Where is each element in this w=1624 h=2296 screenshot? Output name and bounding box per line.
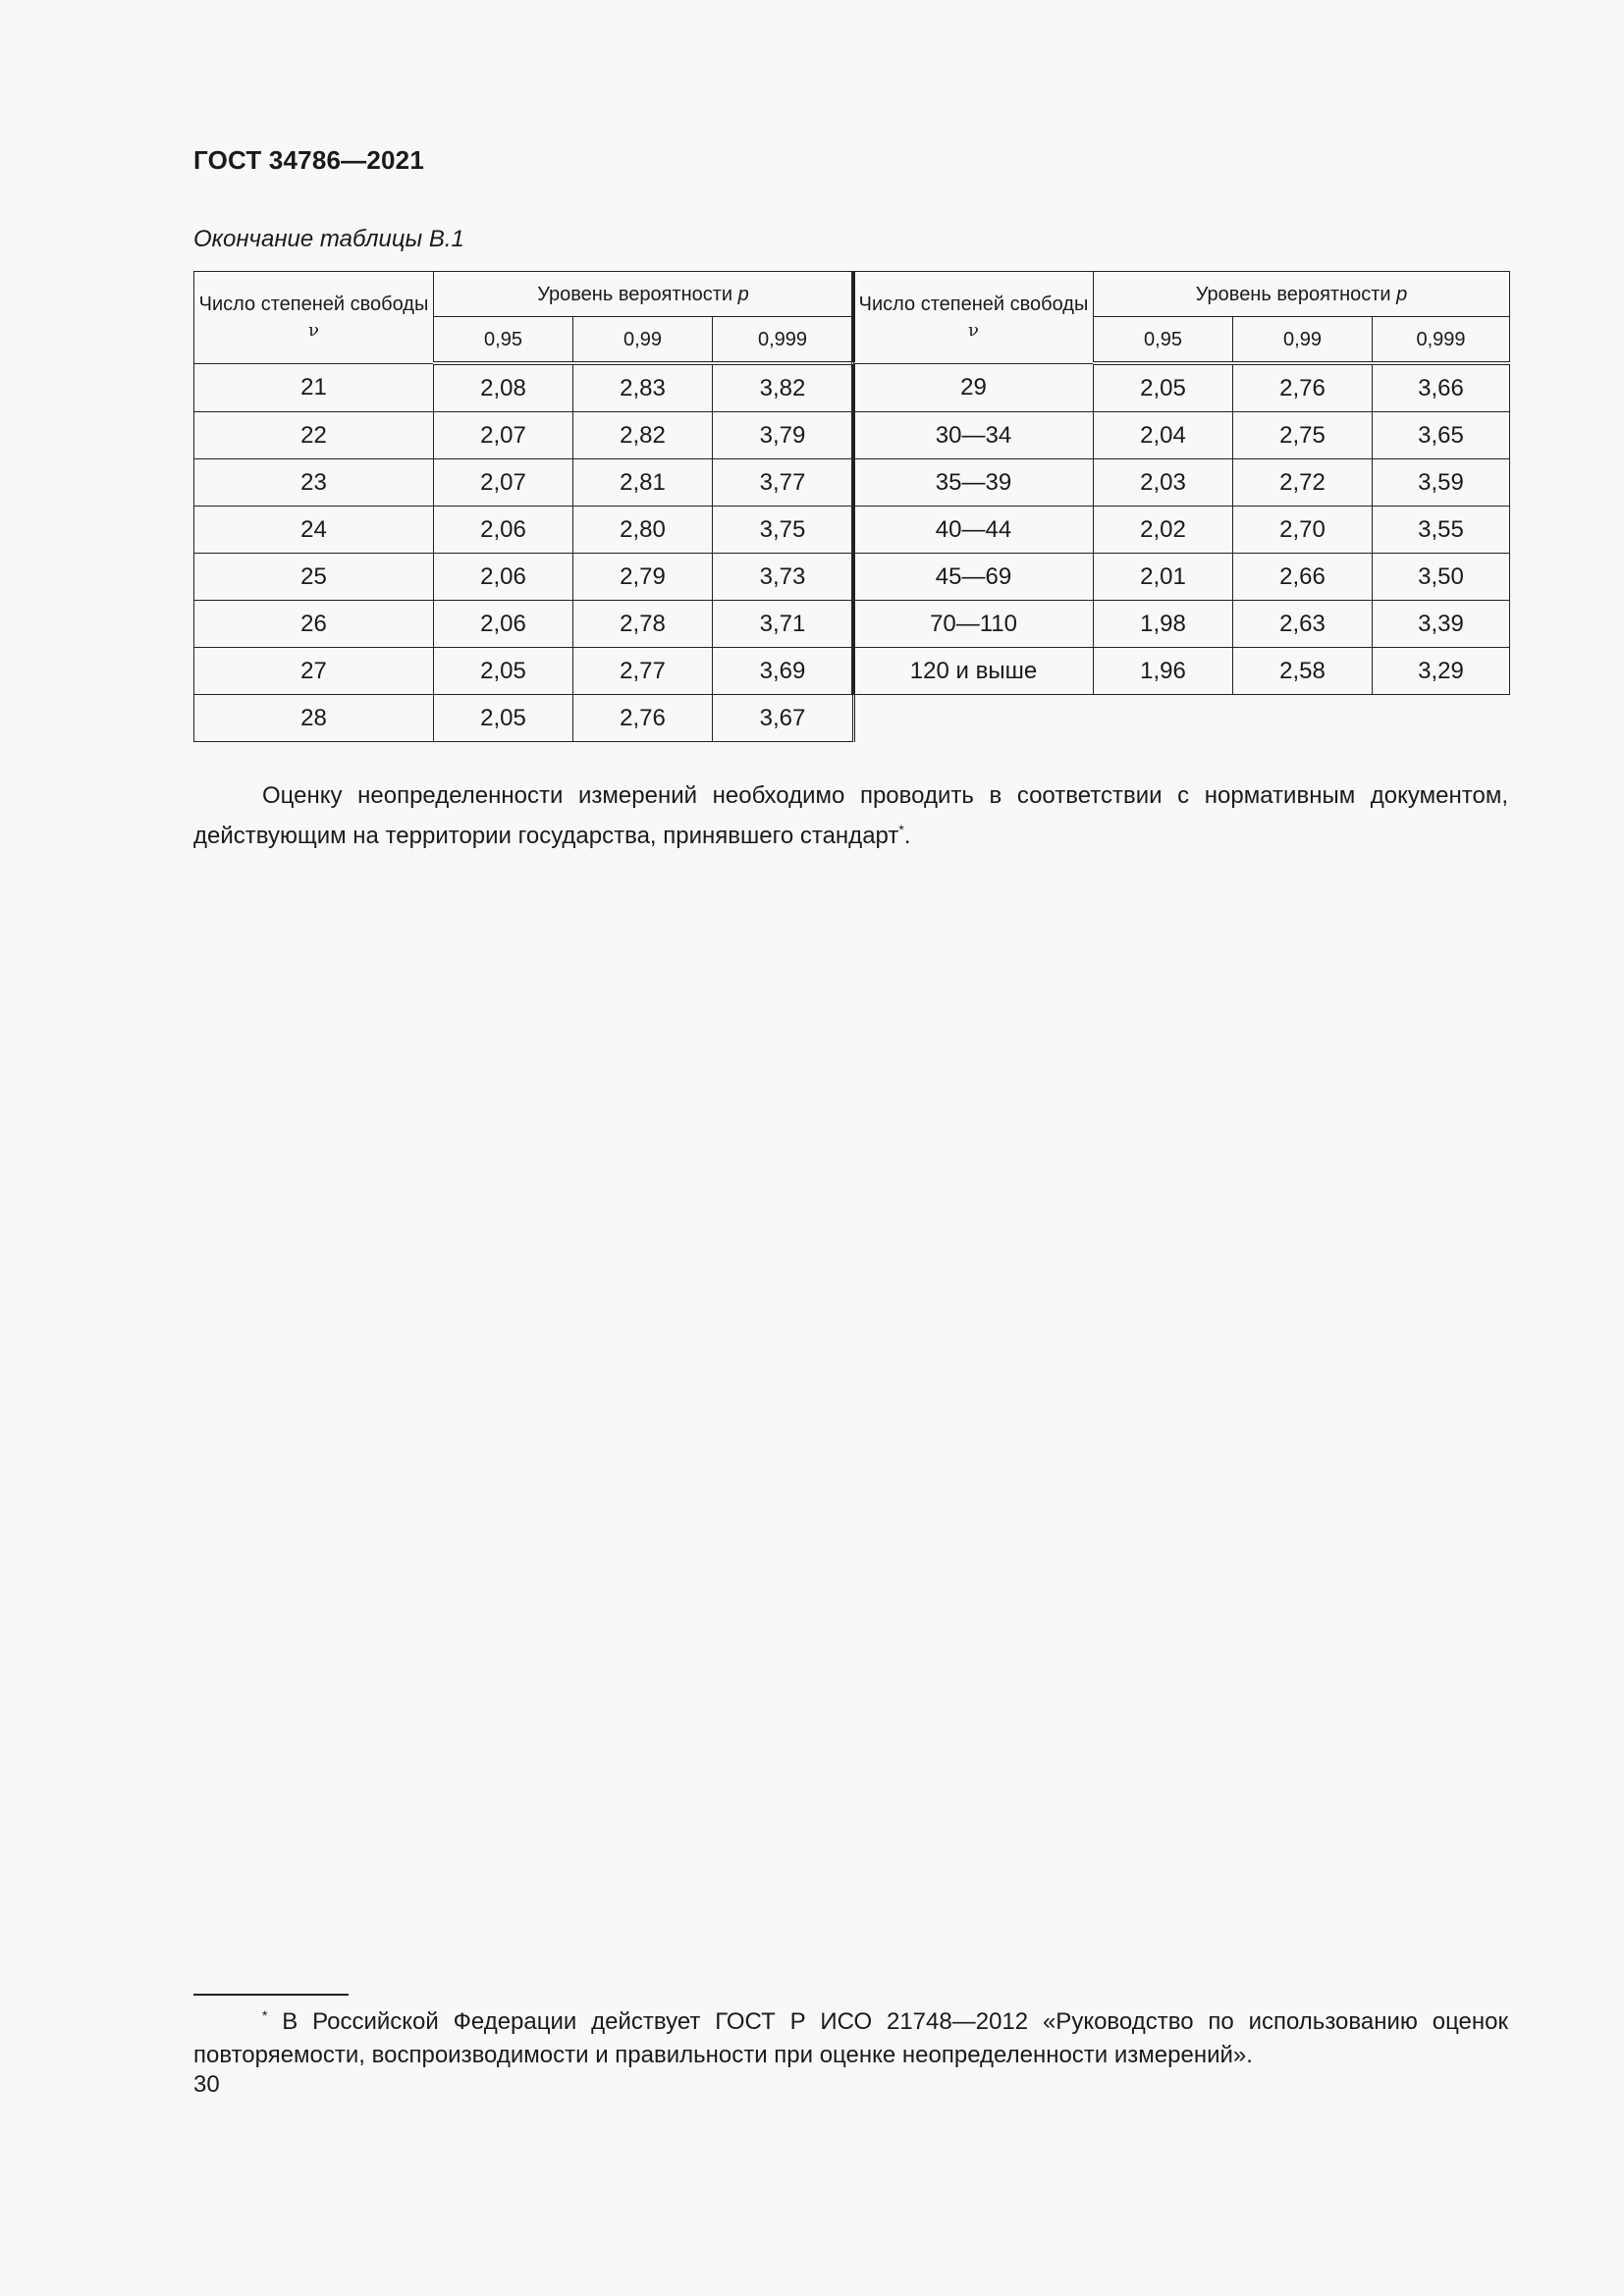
level-header: 0,99 xyxy=(1233,317,1373,364)
document-header: ГОСТ 34786—2021 xyxy=(193,145,424,175)
value-cell: 2,07 xyxy=(434,412,573,459)
table-row xyxy=(853,554,1510,601)
value-cell: 2,78 xyxy=(573,601,713,648)
dof-cell: 120 и выше xyxy=(853,648,1094,695)
value-cell: 1,96 xyxy=(1094,648,1233,695)
value-cell: 3,71 xyxy=(713,601,854,648)
dof-cell: 45—69 xyxy=(853,554,1094,601)
value-cell: 3,65 xyxy=(1373,412,1510,459)
dof-cell: 30—34 xyxy=(853,412,1094,459)
value-cell: 2,58 xyxy=(1233,648,1373,695)
value-cell: 2,06 xyxy=(434,601,573,648)
table-caption: Окончание таблицы В.1 xyxy=(193,226,464,252)
nu-symbol: ν xyxy=(968,319,979,341)
value-cell: 3,82 xyxy=(713,363,854,412)
table-row xyxy=(194,507,854,554)
level-header: 0,999 xyxy=(713,317,854,364)
value-cell: 2,66 xyxy=(1233,554,1373,601)
value-cell: 3,50 xyxy=(1373,554,1510,601)
body-paragraph xyxy=(193,779,1508,853)
value-cell: 2,01 xyxy=(1094,554,1233,601)
col-header-text: Число степеней свободы xyxy=(858,293,1089,315)
table-left xyxy=(193,271,855,742)
level-header: 0,999 xyxy=(1373,317,1510,364)
value-cell: 1,98 xyxy=(1094,601,1233,648)
value-cell: 3,55 xyxy=(1373,507,1510,554)
table-row xyxy=(853,412,1510,459)
group-header-probability xyxy=(434,272,854,317)
paragraph-text: Оценку неопределенности измерений необходимо проводить в соответствии с нормативным документом, действующим на территории государства, принявшего стандарт xyxy=(193,782,1508,849)
group-header-text: Уровень вероятности xyxy=(537,283,733,305)
value-cell: 3,39 xyxy=(1373,601,1510,648)
value-cell: 2,79 xyxy=(573,554,713,601)
value-cell: 3,79 xyxy=(713,412,854,459)
table-row xyxy=(194,459,854,507)
col-header-dof xyxy=(853,272,1094,364)
value-cell: 2,83 xyxy=(573,363,713,412)
dof-cell: 70—110 xyxy=(853,601,1094,648)
value-cell: 2,70 xyxy=(1233,507,1373,554)
table-row xyxy=(194,648,854,695)
value-cell: 2,75 xyxy=(1233,412,1373,459)
value-cell: 2,04 xyxy=(1094,412,1233,459)
table-right xyxy=(851,271,1510,695)
col-header-text: Число степеней свободы xyxy=(198,293,429,315)
value-cell: 2,82 xyxy=(573,412,713,459)
table-row xyxy=(853,459,1510,507)
dof-cell: 25 xyxy=(194,554,434,601)
footnote-ref[interactable]: * xyxy=(898,822,904,837)
table-row xyxy=(194,601,854,648)
group-header-probability xyxy=(1094,272,1510,317)
group-header-text: Уровень вероятности xyxy=(1195,283,1391,305)
nu-symbol: ν xyxy=(308,319,319,341)
level-header: 0,95 xyxy=(1094,317,1233,364)
footnote-text: В Российской Федерации действует ГОСТ Р ИСО 21748—2012 «Руководство по использованию оценок повторяемости, воспроизводимости и правильности при оценке неопределенности измерений». xyxy=(193,2008,1508,2068)
value-cell: 3,59 xyxy=(1373,459,1510,507)
value-cell: 2,77 xyxy=(573,648,713,695)
dof-cell: 27 xyxy=(194,648,434,695)
table-row xyxy=(194,695,854,742)
p-symbol: p xyxy=(1396,283,1408,305)
paragraph-end: . xyxy=(903,823,911,849)
page-number: 30 xyxy=(193,2071,220,2098)
value-cell: 2,07 xyxy=(434,459,573,507)
value-cell: 2,05 xyxy=(1094,363,1233,412)
dof-cell: 40—44 xyxy=(853,507,1094,554)
level-header: 0,99 xyxy=(573,317,713,364)
value-cell: 2,06 xyxy=(434,507,573,554)
table-row xyxy=(194,363,854,412)
table-row xyxy=(853,363,1510,412)
p-symbol: p xyxy=(737,283,749,305)
value-cell: 2,08 xyxy=(434,363,573,412)
value-cell: 3,29 xyxy=(1373,648,1510,695)
dof-cell: 28 xyxy=(194,695,434,742)
value-cell: 3,77 xyxy=(713,459,854,507)
dof-cell: 21 xyxy=(194,363,434,412)
value-cell: 2,76 xyxy=(1233,363,1373,412)
value-cell: 3,67 xyxy=(713,695,854,742)
value-cell: 2,05 xyxy=(434,695,573,742)
value-cell: 2,02 xyxy=(1094,507,1233,554)
dof-cell: 35—39 xyxy=(853,459,1094,507)
value-cell: 3,75 xyxy=(713,507,854,554)
value-cell: 2,72 xyxy=(1233,459,1373,507)
value-cell: 2,80 xyxy=(573,507,713,554)
value-cell: 3,69 xyxy=(713,648,854,695)
footnote-mark: * xyxy=(262,2007,268,2023)
dof-cell: 22 xyxy=(194,412,434,459)
table-row xyxy=(853,507,1510,554)
table-row xyxy=(194,554,854,601)
table-row xyxy=(194,412,854,459)
table-row xyxy=(853,648,1510,695)
dof-cell: 23 xyxy=(194,459,434,507)
dof-cell: 24 xyxy=(194,507,434,554)
table-row xyxy=(853,601,1510,648)
value-cell: 2,05 xyxy=(434,648,573,695)
value-cell: 2,81 xyxy=(573,459,713,507)
footnote-divider xyxy=(193,1994,349,1996)
dof-cell: 29 xyxy=(853,363,1094,412)
footnote xyxy=(193,1999,1508,2072)
value-cell: 3,73 xyxy=(713,554,854,601)
table-right-body xyxy=(853,272,1510,695)
value-cell: 2,76 xyxy=(573,695,713,742)
table-left-body xyxy=(194,272,854,742)
col-header-dof xyxy=(194,272,434,364)
value-cell: 2,06 xyxy=(434,554,573,601)
value-cell: 3,66 xyxy=(1373,363,1510,412)
level-header: 0,95 xyxy=(434,317,573,364)
value-cell: 2,63 xyxy=(1233,601,1373,648)
dof-cell: 26 xyxy=(194,601,434,648)
value-cell: 2,03 xyxy=(1094,459,1233,507)
